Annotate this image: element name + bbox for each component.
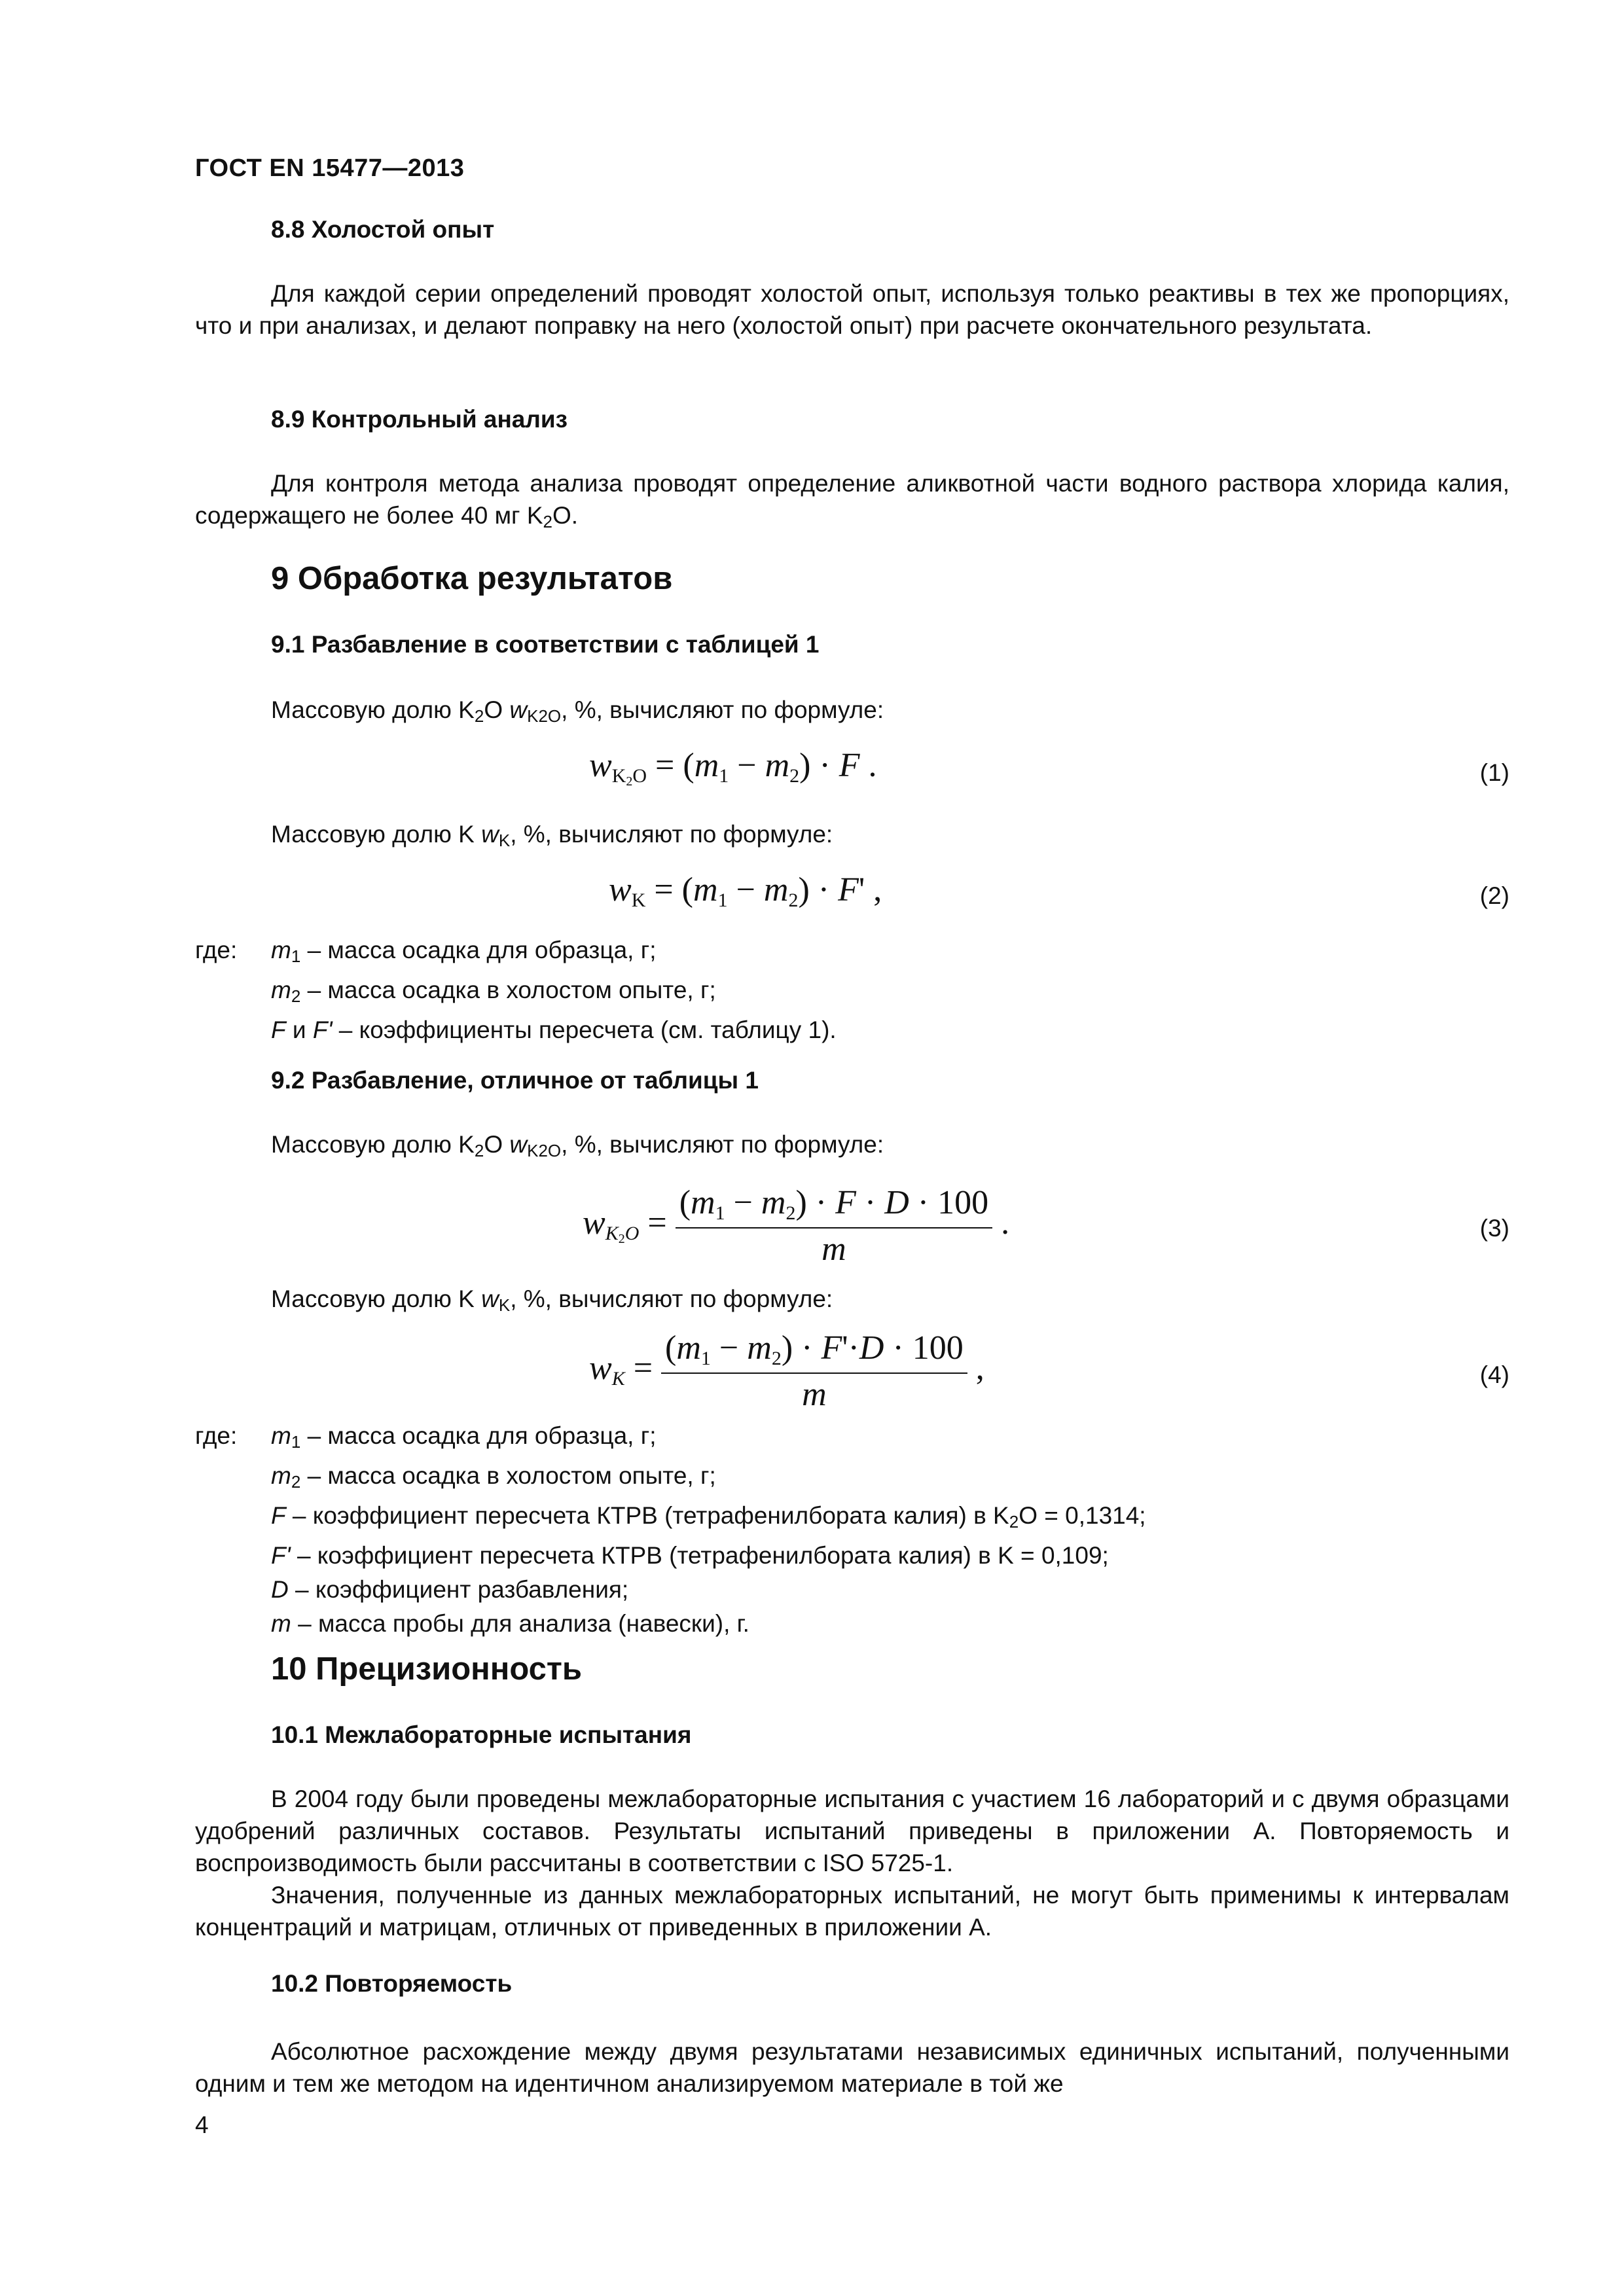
page-number: 4 — [195, 2111, 209, 2138]
section-8-8-text: Для каждой серии определений проводят холостой опыт, используя только реактивы в тех же пропорциях, что и при анализах, и делают поправку на него (холостой опыт) при расчете окончательного результата. — [195, 280, 1509, 339]
formula-2-number: (2) — [1479, 882, 1509, 909]
section-10-1-paragraph-2: Значения, полученные из данных межлабораторных испытаний, не могут быть применимы к интервалам концентраций и матрицам, отличных от приведенных в приложении А. — [195, 1882, 1509, 1941]
where-item: F – коэффициент пересчета КТРВ (тетрафенилбората калия) в $K_2O = 0,1314$; — [271, 1502, 1146, 1532]
where-item: где: $m_1$ – масса осадка для образца, г; — [195, 937, 657, 966]
formula-4-number: (4) — [1479, 1361, 1509, 1388]
where-item: D – коэффициент разбавления; — [271, 1576, 629, 1603]
formula-1-intro: Массовую долю $K_2O$ $w_{K2O}$, %, вычисляют по формуле: — [271, 696, 884, 726]
formula-3: $w_{K_2O}$ = $\frac{(m_1 - m_2) \cdot F \cdot D \cdot 100}{m}$ . — [583, 1184, 1010, 1268]
section-10-1-title: 10.1 Межлабораторные испытания — [271, 1721, 692, 1748]
section-10-2-title: 10.2 Повторяемость — [271, 1970, 513, 1997]
section-10-1-paragraph-1: В 2004 году были проведены межлабораторные испытания с участием 16 лабораторий и с двумя образцами удобрений различных составов. Результаты испытаний приведены в приложении А. Повторяемость и воспроизводимость были рассчитаны в соответствии с ISO 5725-1. — [195, 1785, 1509, 1876]
where-item: F и F' – коэффициенты пересчета (см. таблицу 1). — [271, 1016, 837, 1043]
section-8-8-title: 8.8 Холостой опыт — [271, 216, 495, 243]
formula-4: $w_K$ = $\frac{(m_1 - m_2) \cdot F'\cdot D \cdot 100}{m}$ , — [589, 1329, 984, 1413]
formula-2: $w_K = (m_1 - m_2) \cdot F'$ , — [609, 871, 882, 911]
where-list-1 — [195, 933, 837, 1047]
formula-1: $w_{K_2O} = (m_1 - m_2) \cdot F$ . — [589, 747, 877, 789]
section-9-2-title: 9.2 Разбавление, отличное от таблицы 1 — [271, 1067, 759, 1094]
section-10-2-paragraph-1: Абсолютное расхождение между двумя результатами независимых единичных испытаний, полученными одним и тем же методом на идентичном анализируемом материале в той же — [195, 2038, 1509, 2097]
section-8-9-text: Для контроля метода анализа проводят определение аликвотной части водного раствора хлорида калия, содержащего не более 40 мг $K_2O$. — [195, 470, 1509, 531]
where-item: где: $m_1$ – масса осадка для образца, г; — [195, 1422, 657, 1452]
section-8-9-title: 8.9 Контрольный анализ — [271, 406, 568, 433]
formula-1-number: (1) — [1479, 759, 1509, 786]
formula-3-number: (3) — [1479, 1215, 1509, 1242]
where-item: m – масса пробы для анализа (навески), г. — [271, 1610, 749, 1637]
formula-2-intro: Массовую долю K $w_K$, %, вычисляют по формуле: — [271, 821, 833, 850]
section-9-1-title: 9.1 Разбавление в соответствии с таблицей 1 — [271, 631, 820, 658]
where-list-2 — [195, 1419, 1146, 1641]
formula-4-intro: Массовую долю K $w_K$, %, вычисляют по формуле: — [271, 1285, 833, 1315]
formula-3-intro: Массовую долю $K_2O$ $w_{K2O}$, %, вычисляют по формуле: — [271, 1131, 884, 1160]
where-item: $m_2$ – масса осадка в холостом опыте, г; — [271, 1462, 716, 1492]
section-9-title: 9 Обработка результатов — [271, 561, 673, 596]
section-10-title: 10 Прецизионность — [271, 1651, 583, 1687]
where-item: F' – коэффициент пересчета КТРВ (тетрафенилбората калия) в K = 0,109; — [271, 1542, 1109, 1569]
where-item: $m_2$ – масса осадка в холостом опыте, г; — [271, 977, 716, 1006]
document-header: ГОСТ EN 15477—2013 — [195, 154, 465, 182]
